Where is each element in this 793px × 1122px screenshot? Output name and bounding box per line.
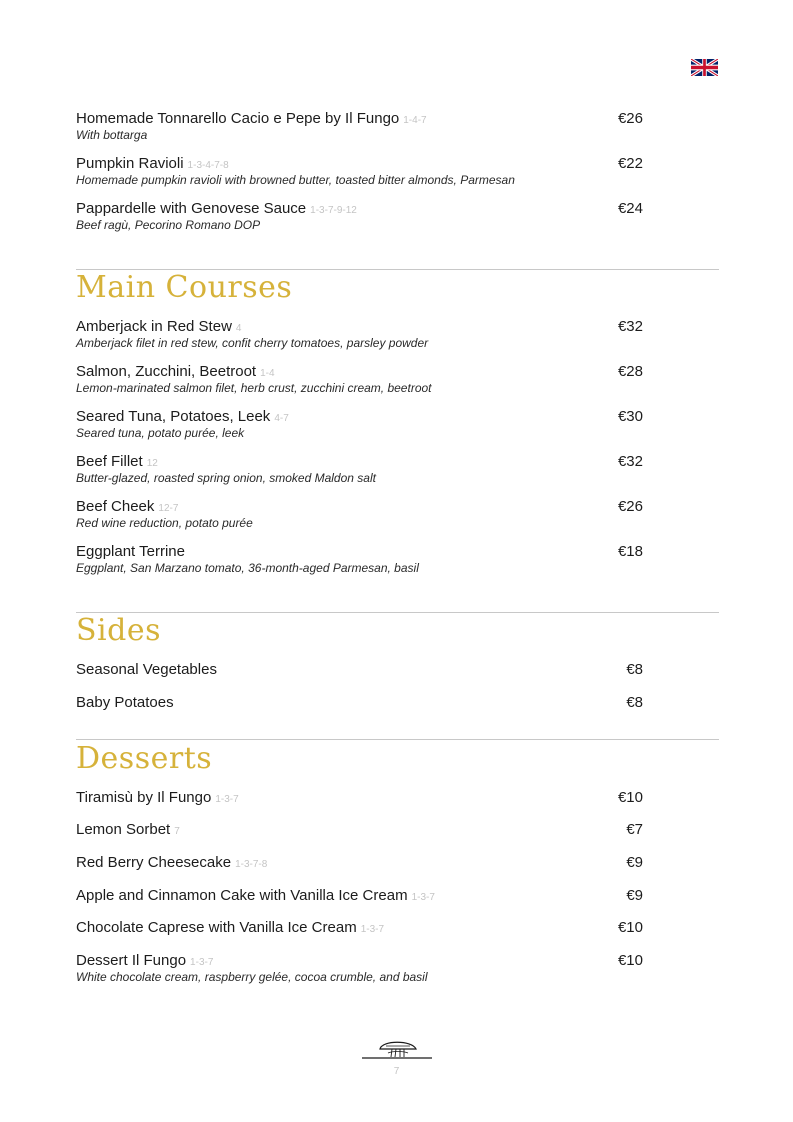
- item-price: €9: [626, 887, 643, 904]
- menu-item: [76, 453, 643, 485]
- allergen-codes: 1-3-7-9-12: [310, 205, 357, 216]
- menu-item: [76, 363, 643, 395]
- page-number: 7: [393, 1066, 400, 1077]
- menu-item: [76, 110, 643, 142]
- menu-item: [76, 887, 643, 904]
- section-divider: [76, 612, 719, 613]
- item-description: Beef ragù, Pecorino Romano DOP: [76, 218, 261, 232]
- item-description: With bottarga: [76, 128, 148, 142]
- item-description: Butter-glazed, roasted spring onion, smoked Maldon salt: [76, 471, 376, 485]
- menu-item: [76, 318, 643, 350]
- item-description: Homemade pumpkin ravioli with browned butter, toasted bitter almonds, Parmesan: [76, 173, 515, 187]
- allergen-codes: 12: [146, 458, 158, 469]
- item-name: Homemade Tonnarello Cacio e Pepe by Il Fungo 1-4-7: [76, 110, 427, 127]
- item-description: Red wine reduction, potato purée: [76, 516, 253, 530]
- section-title-sides: Sides: [76, 613, 161, 648]
- item-price: €7: [626, 821, 643, 838]
- menu-item: [76, 694, 643, 711]
- allergen-codes: 1-3-7: [360, 924, 385, 935]
- item-name: Lemon Sorbet 7: [76, 821, 180, 838]
- item-price: €26: [617, 498, 643, 515]
- item-description: Amberjack filet in red stew, confit cherry tomatoes, parsley powder: [76, 336, 429, 350]
- allergen-codes: 1-3-7: [411, 892, 435, 903]
- item-price: €10: [617, 789, 643, 806]
- allergen-codes: 1-3-7: [190, 957, 214, 968]
- menu-item: [76, 408, 643, 440]
- menu-item: [76, 854, 643, 871]
- item-name: Pappardelle with Genovese Sauce 1-3-7-9-12: [76, 200, 357, 217]
- item-name: Red Berry Cheesecake 1-3-7-8: [76, 854, 268, 871]
- item-description: White chocolate cream, raspberry gelée, cocoa crumble, and basil: [76, 970, 428, 984]
- mushroom-logo-icon: [362, 1035, 432, 1063]
- item-name: Seasonal Vegetables: [76, 661, 217, 678]
- allergen-codes: 1-4-7: [403, 115, 427, 126]
- item-name: Chocolate Caprese with Vanilla Ice Cream 1-3-7: [76, 919, 385, 936]
- item-description: Eggplant, San Marzano tomato, 36-month-aged Parmesan, basil: [76, 561, 419, 575]
- menu-item: [76, 919, 643, 936]
- item-price: €18: [617, 543, 643, 560]
- item-price: €10: [617, 952, 643, 969]
- menu-item: [76, 661, 643, 678]
- allergen-codes: 1-3-4-7-8: [187, 160, 229, 171]
- item-price: €8: [626, 661, 643, 678]
- allergen-codes: 1-3-7-8: [235, 859, 268, 870]
- item-name: Salmon, Zucchini, Beetroot 1-4: [76, 363, 275, 380]
- item-name: Beef Fillet 12: [76, 453, 158, 470]
- item-name: Eggplant Terrine: [76, 543, 185, 560]
- allergen-codes: 4-7: [274, 413, 289, 424]
- allergen-codes: 4: [235, 323, 242, 334]
- menu-item: [76, 952, 643, 984]
- section-title-main-courses: Main Courses: [76, 270, 293, 305]
- item-name: Seared Tuna, Potatoes, Leek 4-7: [76, 408, 289, 425]
- menu-item: [76, 821, 643, 838]
- item-price: €28: [617, 363, 643, 380]
- item-price: €24: [617, 200, 643, 217]
- item-name: Dessert Il Fungo 1-3-7: [76, 952, 214, 969]
- menu-item: [76, 789, 643, 806]
- item-price: €22: [617, 155, 643, 172]
- item-price: €8: [626, 694, 643, 711]
- item-price: €32: [617, 318, 643, 335]
- item-name: Pumpkin Ravioli 1-3-4-7-8: [76, 155, 229, 172]
- menu-item: [76, 155, 643, 187]
- item-name: Tiramisù by Il Fungo 1-3-7: [76, 789, 239, 806]
- item-name: Beef Cheek 12-7: [76, 498, 179, 515]
- item-price: €32: [617, 453, 643, 470]
- menu-item: [76, 200, 643, 232]
- item-price: €26: [617, 110, 643, 127]
- menu-item: [76, 543, 643, 575]
- item-description: Seared tuna, potato purée, leek: [76, 426, 245, 440]
- item-description: Lemon-marinated salmon filet, herb crust, zucchini cream, beetroot: [76, 381, 432, 395]
- item-price: €10: [617, 919, 643, 936]
- item-name: Baby Potatoes: [76, 694, 174, 711]
- allergen-codes: 7: [174, 826, 180, 837]
- allergen-codes: 12-7: [158, 503, 179, 514]
- item-name: Amberjack in Red Stew 4: [76, 318, 242, 335]
- section-title-desserts: Desserts: [76, 741, 213, 776]
- allergen-codes: 1-3-7: [215, 794, 239, 805]
- item-name: Apple and Cinnamon Cake with Vanilla Ice Cream 1-3-7: [76, 887, 435, 904]
- item-price: €9: [626, 854, 643, 871]
- menu-item: [76, 498, 643, 530]
- section-divider: [76, 739, 719, 740]
- allergen-codes: 1-4: [260, 368, 275, 379]
- uk-flag-icon[interactable]: [691, 59, 718, 76]
- item-price: €30: [617, 408, 643, 425]
